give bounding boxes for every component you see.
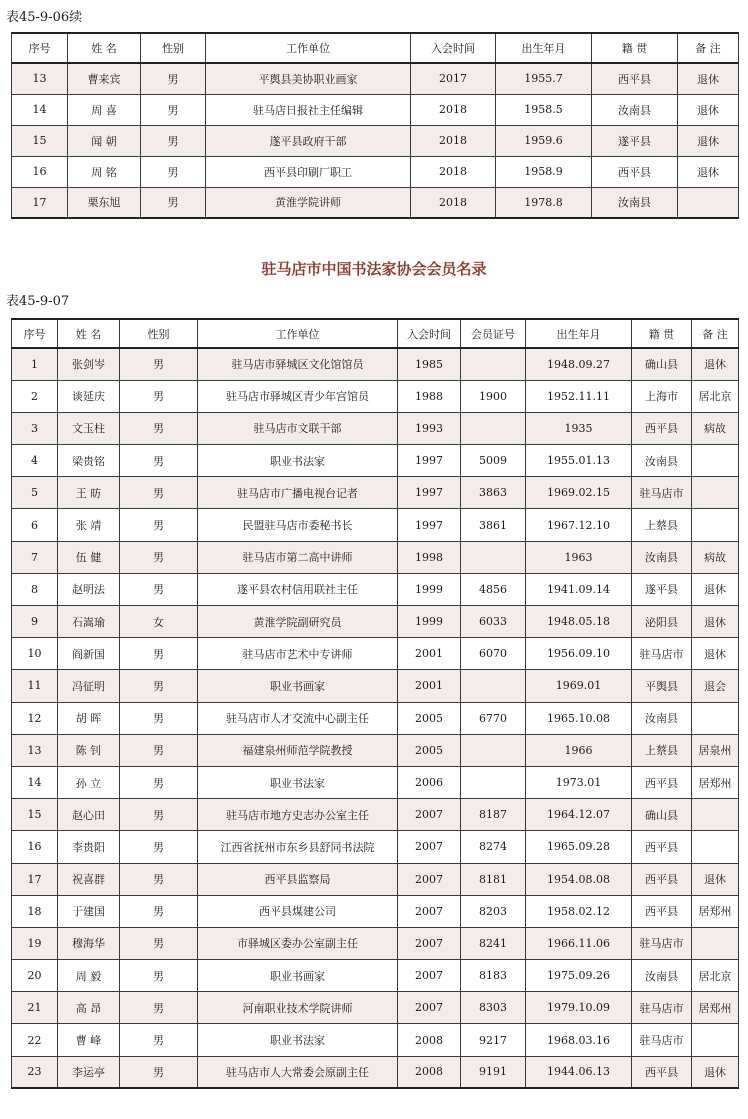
- table-cell: 驻马店市驿城区文化馆馆员: [198, 348, 398, 380]
- table-cell: 8183: [461, 960, 526, 992]
- column-header: 姓 名: [58, 319, 120, 348]
- table-row: [12, 380, 739, 412]
- table-cell: 遂平县政府干部: [206, 125, 411, 156]
- table-cell: 梁贵铭: [58, 445, 120, 477]
- table-cell: 9: [12, 606, 58, 638]
- table-row: [12, 509, 739, 541]
- table-cell: 14: [12, 94, 68, 125]
- table-cell: 西平县印刷厂职工: [206, 156, 411, 187]
- table-cell: 11: [12, 670, 58, 702]
- table-cell: 4: [12, 445, 58, 477]
- table-row: [12, 960, 739, 992]
- table-row: [12, 94, 739, 125]
- table-cell: 2007: [398, 927, 461, 959]
- table-cell: 确山县: [632, 348, 692, 380]
- table-cell: 男: [120, 412, 198, 444]
- table-cell: 18: [12, 895, 58, 927]
- table-cell: 居郑州: [692, 992, 739, 1024]
- table-cell: 张 靖: [58, 509, 120, 541]
- table-cell: 驻马店市艺术中专讲师: [198, 638, 398, 670]
- table-cell: 8274: [461, 831, 526, 863]
- table-cell: 阎新国: [58, 638, 120, 670]
- table-cell: 居北京: [692, 960, 739, 992]
- column-header: 性别: [120, 319, 198, 348]
- table-cell: 1941.09.14: [526, 573, 632, 605]
- table-cell: [461, 766, 526, 798]
- table-cell: 男: [120, 702, 198, 734]
- table-cell: 曹 峰: [58, 1024, 120, 1056]
- table-cell: [692, 702, 739, 734]
- table-cell: 汝南县: [592, 94, 678, 125]
- table-row: [12, 63, 739, 94]
- table-cell: 男: [120, 573, 198, 605]
- table-cell: 2007: [398, 863, 461, 895]
- table-cell: 1955.7: [496, 63, 592, 94]
- table-cell: 4856: [461, 573, 526, 605]
- table-cell: 3: [12, 412, 58, 444]
- table-cell: 2008: [398, 1056, 461, 1088]
- table-cell: 退休: [678, 94, 739, 125]
- table-cell: 1935: [526, 412, 632, 444]
- table-cell: 1973.01: [526, 766, 632, 798]
- table-cell: 10: [12, 638, 58, 670]
- table-cell: 上蔡县: [632, 734, 692, 766]
- table-cell: 1955.01.13: [526, 445, 632, 477]
- table-cell: 退休: [692, 638, 739, 670]
- table-cell: [692, 831, 739, 863]
- table-cell: [461, 412, 526, 444]
- table-row: [12, 573, 739, 605]
- table-cell: 15: [12, 125, 68, 156]
- table-cell: 男: [141, 156, 206, 187]
- table-cell: 2: [12, 380, 58, 412]
- table-cell: 驻马店市: [632, 992, 692, 1024]
- table-cell: 1969.02.15: [526, 477, 632, 509]
- table-cell: 1967.12.10: [526, 509, 632, 541]
- table-row: [12, 348, 739, 380]
- table-cell: 13: [12, 734, 58, 766]
- table-row: [12, 125, 739, 156]
- table-cell: 2007: [398, 992, 461, 1024]
- table-cell: 8241: [461, 927, 526, 959]
- table-cell: 22: [12, 1024, 58, 1056]
- table-cell: 1900: [461, 380, 526, 412]
- table-row: [12, 445, 739, 477]
- table2: [11, 318, 739, 1089]
- table-cell: 17: [12, 187, 68, 218]
- table-cell: 男: [120, 992, 198, 1024]
- table-cell: 1958.02.12: [526, 895, 632, 927]
- table-cell: 周 毅: [58, 960, 120, 992]
- table-cell: 1969.01: [526, 670, 632, 702]
- table-cell: 16: [12, 831, 58, 863]
- table-cell: 男: [120, 348, 198, 380]
- table-cell: [692, 509, 739, 541]
- table-cell: 1979.10.09: [526, 992, 632, 1024]
- table-cell: [692, 1024, 739, 1056]
- table-cell: 西平县: [632, 412, 692, 444]
- table-cell: 男: [141, 187, 206, 218]
- table-cell: 1985: [398, 348, 461, 380]
- table-cell: 民盟驻马店市委秘书长: [198, 509, 398, 541]
- table-row: [12, 477, 739, 509]
- table-cell: 男: [120, 541, 198, 573]
- table-cell: 男: [120, 638, 198, 670]
- table-row: [12, 734, 739, 766]
- table-cell: 1948.05.18: [526, 606, 632, 638]
- column-header: 性别: [141, 33, 206, 63]
- table-cell: 汝南县: [632, 541, 692, 573]
- table-cell: 男: [120, 766, 198, 798]
- table-cell: 8203: [461, 895, 526, 927]
- table-cell: 于建国: [58, 895, 120, 927]
- table2-header-row: [12, 319, 739, 348]
- table-cell: 17: [12, 863, 58, 895]
- table-cell: 2001: [398, 638, 461, 670]
- table-cell: 2018: [411, 156, 496, 187]
- table-cell: 8181: [461, 863, 526, 895]
- table-cell: 遂平县农村信用联社主任: [198, 573, 398, 605]
- table-cell: 1963: [526, 541, 632, 573]
- table-cell: 上海市: [632, 380, 692, 412]
- table-cell: 21: [12, 992, 58, 1024]
- table-row: [12, 541, 739, 573]
- table-cell: 李运亭: [58, 1056, 120, 1088]
- table-row: [12, 702, 739, 734]
- table-cell: 2018: [411, 125, 496, 156]
- table-cell: 退休: [692, 863, 739, 895]
- table-cell: 闻 朝: [68, 125, 141, 156]
- table-cell: 西平县监察局: [198, 863, 398, 895]
- table-cell: 2008: [398, 1024, 461, 1056]
- table-cell: 石嵩瑜: [58, 606, 120, 638]
- table-cell: 职业书法家: [198, 1024, 398, 1056]
- table-cell: 6070: [461, 638, 526, 670]
- table-cell: 2018: [411, 187, 496, 218]
- table-cell: 确山县: [632, 799, 692, 831]
- table-cell: 1966.11.06: [526, 927, 632, 959]
- table-cell: 市驿城区委办公室副主任: [198, 927, 398, 959]
- table-cell: 汝南县: [632, 960, 692, 992]
- table-cell: 2007: [398, 895, 461, 927]
- table-cell: 1954.08.08: [526, 863, 632, 895]
- table-cell: 曹来宾: [68, 63, 141, 94]
- table-cell: 退会: [692, 670, 739, 702]
- table-cell: 退休: [692, 348, 739, 380]
- table1-header-row: [12, 33, 739, 63]
- table-cell: 1944.06.13: [526, 1056, 632, 1088]
- table-cell: 病故: [692, 412, 739, 444]
- table-cell: 男: [120, 670, 198, 702]
- table-cell: 2006: [398, 766, 461, 798]
- table-row: [12, 895, 739, 927]
- column-header: 序号: [12, 319, 58, 348]
- table-cell: 西平县: [592, 156, 678, 187]
- column-header: 工作单位: [206, 33, 411, 63]
- table-cell: 女: [120, 606, 198, 638]
- table-cell: 遂平县: [632, 573, 692, 605]
- table-cell: 2001: [398, 670, 461, 702]
- table-cell: 23: [12, 1056, 58, 1088]
- table-cell: 2005: [398, 734, 461, 766]
- column-header: 籍 贯: [592, 33, 678, 63]
- table-cell: 7: [12, 541, 58, 573]
- column-header: 出生年月: [526, 319, 632, 348]
- table-cell: 退休: [692, 606, 739, 638]
- table-row: [12, 187, 739, 218]
- table-cell: 驻马店市: [632, 927, 692, 959]
- table-cell: 1968.03.16: [526, 1024, 632, 1056]
- table-cell: 遂平县: [592, 125, 678, 156]
- table-cell: 泌阳县: [632, 606, 692, 638]
- column-header: 备 注: [692, 319, 739, 348]
- table-cell: 驻马店市: [632, 477, 692, 509]
- table-cell: [461, 541, 526, 573]
- table-cell: 2007: [398, 831, 461, 863]
- table-cell: 男: [120, 1056, 198, 1088]
- table-cell: 1999: [398, 606, 461, 638]
- table-cell: 退休: [678, 156, 739, 187]
- table-cell: 王 昉: [58, 477, 120, 509]
- table-cell: 1998: [398, 541, 461, 573]
- table-cell: 职业书画家: [198, 670, 398, 702]
- table2-title: 驻马店市中国书法家协会会员名录: [261, 260, 487, 278]
- table-row: [12, 992, 739, 1024]
- table-row: [12, 606, 739, 638]
- table-cell: 1997: [398, 509, 461, 541]
- table-cell: 退休: [678, 125, 739, 156]
- table-cell: 穆海华: [58, 927, 120, 959]
- table-cell: 8: [12, 573, 58, 605]
- table-cell: 1952.11.11: [526, 380, 632, 412]
- table-cell: 男: [120, 831, 198, 863]
- table-cell: 男: [120, 895, 198, 927]
- table-cell: 1965.09.28: [526, 831, 632, 863]
- table-cell: 汝南县: [632, 702, 692, 734]
- table-cell: 江西省抚州市东乡县舒同书法院: [198, 831, 398, 863]
- table-cell: 上蔡县: [632, 509, 692, 541]
- table-cell: 12: [12, 702, 58, 734]
- table-cell: 1978.8: [496, 187, 592, 218]
- table-cell: 孙 立: [58, 766, 120, 798]
- table-cell: 2005: [398, 702, 461, 734]
- table-cell: 男: [120, 380, 198, 412]
- table-cell: 13: [12, 63, 68, 94]
- table-cell: 西平县: [632, 1056, 692, 1088]
- table-cell: 8187: [461, 799, 526, 831]
- table-cell: 李贵阳: [58, 831, 120, 863]
- table-cell: 1988: [398, 380, 461, 412]
- table-cell: [461, 734, 526, 766]
- table-cell: 居郑州: [692, 766, 739, 798]
- table-cell: 15: [12, 799, 58, 831]
- table-cell: [461, 670, 526, 702]
- table-row: [12, 156, 739, 187]
- table-cell: 男: [141, 94, 206, 125]
- table-row: [12, 799, 739, 831]
- table-cell: 谈延庆: [58, 380, 120, 412]
- table-cell: 男: [120, 1024, 198, 1056]
- table-cell: 2007: [398, 960, 461, 992]
- table-cell: [692, 927, 739, 959]
- table-cell: 5: [12, 477, 58, 509]
- table-row: [12, 1024, 739, 1056]
- table-cell: 驻马店市驿城区青少年宫馆员: [198, 380, 398, 412]
- table-cell: 1965.10.08: [526, 702, 632, 734]
- table-cell: 驻马店市第二高中讲师: [198, 541, 398, 573]
- table-cell: 8303: [461, 992, 526, 1024]
- table-cell: 驻马店市文联干部: [198, 412, 398, 444]
- table-cell: 1966: [526, 734, 632, 766]
- table-cell: 胡 晖: [58, 702, 120, 734]
- table-cell: 赵心田: [58, 799, 120, 831]
- column-header: 籍 贯: [632, 319, 692, 348]
- table-cell: 退休: [692, 1056, 739, 1088]
- table-cell: 1958.5: [496, 94, 592, 125]
- table-cell: 张剑岑: [58, 348, 120, 380]
- table-cell: 赵明法: [58, 573, 120, 605]
- table-cell: 19: [12, 927, 58, 959]
- table-cell: 驻马店市地方史志办公室主任: [198, 799, 398, 831]
- table-cell: 1975.09.26: [526, 960, 632, 992]
- table-cell: 20: [12, 960, 58, 992]
- table-row: [12, 1056, 739, 1088]
- table-cell: 病故: [692, 541, 739, 573]
- table-cell: 驻马店市人才交流中心副主任: [198, 702, 398, 734]
- table-cell: 6770: [461, 702, 526, 734]
- table-cell: 黄淮学院讲师: [206, 187, 411, 218]
- table-cell: 1993: [398, 412, 461, 444]
- table-cell: 5009: [461, 445, 526, 477]
- table-row: [12, 927, 739, 959]
- table-row: [12, 412, 739, 444]
- table-cell: 1958.9: [496, 156, 592, 187]
- table-cell: 男: [120, 927, 198, 959]
- table-cell: 1997: [398, 445, 461, 477]
- table-cell: [692, 799, 739, 831]
- table-cell: 祝喜群: [58, 863, 120, 895]
- column-header: 入会时间: [398, 319, 461, 348]
- table1-caption: 表45-9-06续: [6, 10, 83, 25]
- table-cell: 汝南县: [632, 445, 692, 477]
- column-header: 入会时间: [411, 33, 496, 63]
- table-cell: 居泉州: [692, 734, 739, 766]
- table-cell: 6033: [461, 606, 526, 638]
- table-cell: 6: [12, 509, 58, 541]
- table-row: [12, 638, 739, 670]
- table-cell: 男: [120, 863, 198, 895]
- table-cell: 黄淮学院副研究员: [198, 606, 398, 638]
- table-cell: 1948.09.27: [526, 348, 632, 380]
- table-cell: [461, 348, 526, 380]
- table-cell: 16: [12, 156, 68, 187]
- table-cell: 西平县: [632, 831, 692, 863]
- table-cell: 2018: [411, 94, 496, 125]
- table-cell: 男: [120, 509, 198, 541]
- table-cell: [678, 187, 739, 218]
- table-cell: 福建泉州师范学院教授: [198, 734, 398, 766]
- table-cell: 1997: [398, 477, 461, 509]
- table-cell: 男: [120, 734, 198, 766]
- table-cell: 驻马店市人大常委会原副主任: [198, 1056, 398, 1088]
- table-cell: 居郑州: [692, 895, 739, 927]
- table-cell: 职业书画家: [198, 960, 398, 992]
- table-cell: 3863: [461, 477, 526, 509]
- table-cell: 平舆县: [632, 670, 692, 702]
- table-cell: 男: [120, 960, 198, 992]
- column-header: 出生年月: [496, 33, 592, 63]
- table-cell: 高 昂: [58, 992, 120, 1024]
- table-cell: 周 铭: [68, 156, 141, 187]
- table-cell: 文玉柱: [58, 412, 120, 444]
- column-header: 姓 名: [68, 33, 141, 63]
- column-header: 会员证号: [461, 319, 526, 348]
- table-cell: 退休: [678, 63, 739, 94]
- table-cell: 1959.6: [496, 125, 592, 156]
- table-cell: 西平县: [632, 863, 692, 895]
- table-row: [12, 766, 739, 798]
- table-cell: 男: [141, 125, 206, 156]
- table-cell: 冯征明: [58, 670, 120, 702]
- table-cell: 伍 健: [58, 541, 120, 573]
- table-cell: 西平县煤建公司: [198, 895, 398, 927]
- table-cell: 1999: [398, 573, 461, 605]
- table-row: [12, 670, 739, 702]
- column-header: 备 注: [678, 33, 739, 63]
- table-row: [12, 863, 739, 895]
- table-cell: 西平县: [632, 766, 692, 798]
- table-cell: 9191: [461, 1056, 526, 1088]
- table-cell: 男: [120, 445, 198, 477]
- table-cell: 1: [12, 348, 58, 380]
- table-cell: 西平县: [632, 895, 692, 927]
- table-cell: 驻马店市: [632, 1024, 692, 1056]
- table-cell: 退休: [692, 573, 739, 605]
- column-header: 工作单位: [198, 319, 398, 348]
- table-cell: 西平县: [592, 63, 678, 94]
- table-cell: 1964.12.07: [526, 799, 632, 831]
- table-cell: 栗东旭: [68, 187, 141, 218]
- table-cell: 河南职业技术学院讲师: [198, 992, 398, 1024]
- table-cell: 汝南县: [592, 187, 678, 218]
- table-cell: 陈 钊: [58, 734, 120, 766]
- table-cell: 男: [141, 63, 206, 94]
- table-cell: 职业书法家: [198, 445, 398, 477]
- table-cell: 14: [12, 766, 58, 798]
- table-cell: 周 喜: [68, 94, 141, 125]
- table-cell: 驻马店日报社主任编辑: [206, 94, 411, 125]
- table-row: [12, 831, 739, 863]
- table-cell: 2017: [411, 63, 496, 94]
- table-cell: 驻马店市广播电视台记者: [198, 477, 398, 509]
- table-cell: 1956.09.10: [526, 638, 632, 670]
- table-cell: 男: [120, 477, 198, 509]
- table-cell: 2007: [398, 799, 461, 831]
- table-cell: 居北京: [692, 380, 739, 412]
- table-cell: 男: [120, 799, 198, 831]
- table-cell: [692, 445, 739, 477]
- column-header: 序号: [12, 33, 68, 63]
- table-cell: 驻马店市: [632, 638, 692, 670]
- table-cell: 9217: [461, 1024, 526, 1056]
- table-cell: 3861: [461, 509, 526, 541]
- table-cell: 平舆县美协职业画家: [206, 63, 411, 94]
- table-cell: 职业书法家: [198, 766, 398, 798]
- table1: [11, 32, 739, 219]
- table-cell: [692, 477, 739, 509]
- table2-caption: 表45-9-07: [6, 294, 70, 309]
